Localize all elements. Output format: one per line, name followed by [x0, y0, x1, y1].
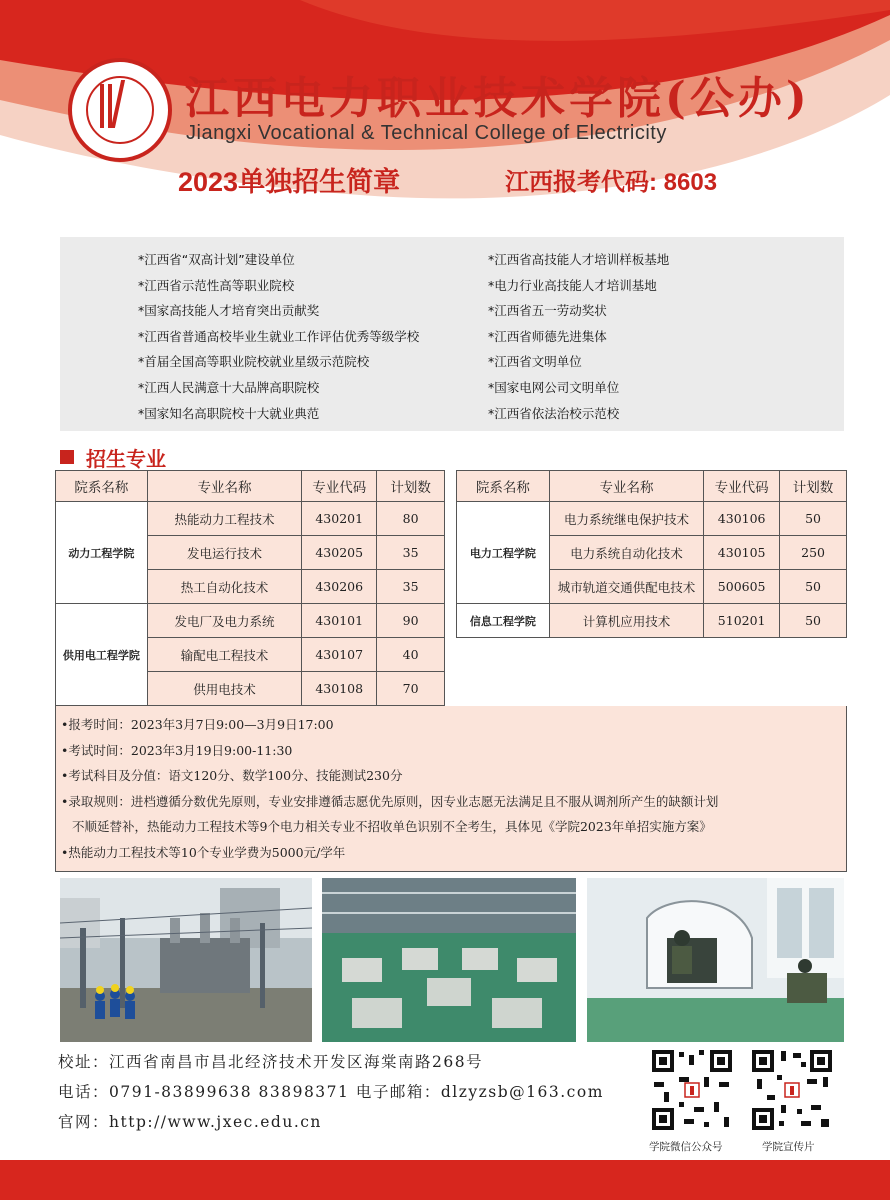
quota-cell: 90 — [377, 604, 445, 638]
quota-cell: 50 — [780, 502, 847, 536]
quota-cell: 50 — [780, 604, 847, 638]
code-cell: 430101 — [302, 604, 377, 638]
honor-item: *江西省示范性高等职业院校 — [138, 277, 295, 293]
honor-item: *首届全国高等职业院校就业星级示范院校 — [138, 354, 370, 370]
section-title: 招生专业 — [60, 444, 166, 470]
major-cell: 电力系统自动化技术 — [549, 536, 704, 570]
note-line: 不顺延替补，热能动力工程技术等9个电力相关专业不招收单色识别不全考生，具体见《学院2023年单招实施方案》 — [72, 819, 712, 834]
major-cell: 输配电工程技术 — [147, 638, 302, 672]
address-text: 校址：江西省南昌市昌北经济技术开发区海棠南路268号 — [58, 1053, 484, 1071]
quota-cell: 250 — [780, 536, 847, 570]
code-cell: 430108 — [302, 672, 377, 706]
honor-item: *江西省师德先进集体 — [488, 328, 607, 344]
wechat-qr-code[interactable] — [649, 1047, 735, 1133]
header-banner — [0, 0, 890, 215]
honor-item: *江西省“双高计划”建设单位 — [138, 252, 295, 267]
dept-cell: 动力工程学院 — [56, 502, 148, 604]
college-name-cn: 江西电力职业技术学院(公办) — [185, 73, 811, 124]
exam-code: 江西报考代码: 8603 — [505, 169, 718, 196]
note-line: •热能动力工程技术等10个专业学费为5000元/学年 — [61, 844, 346, 860]
note-line: •报考时间：2023年3月7日9:00—3月9日17:00 — [61, 717, 334, 732]
major-cell: 电力系统继电保护技术 — [549, 502, 704, 536]
major-cell: 城市轨道交通供配电技术 — [549, 570, 704, 604]
major-cell: 发电厂及电力系统 — [147, 604, 302, 638]
table-row — [56, 502, 445, 536]
code-cell: 430106 — [704, 502, 780, 536]
honors-list-left — [138, 247, 419, 426]
header-major: 专业名称 — [549, 471, 704, 502]
code-cell: 430206 — [302, 570, 377, 604]
note-line: •考试科目及分值：语文120分、数学100分、技能测试230分 — [61, 768, 403, 783]
quota-cell: 50 — [780, 570, 847, 604]
honor-item: *国家电网公司文明单位 — [488, 379, 620, 395]
major-cell: 热能动力工程技术 — [147, 502, 302, 536]
training-lab-photo — [322, 878, 576, 1042]
website-text: 官网：http://www.jxec.edu.cn — [58, 1113, 322, 1131]
table-row — [457, 502, 847, 536]
header-quota: 计划数 — [377, 471, 445, 502]
table-header-row — [56, 471, 445, 502]
dept-cell: 供用电工程学院 — [56, 604, 148, 706]
phone-email-text: 电话：0791-83899638 83898371 电子邮箱：dlzyzsb@163.com — [58, 1083, 604, 1101]
college-name-en: Jiangxi Vocational & Technical College of Electricity — [186, 122, 667, 144]
majors-table-left — [55, 470, 445, 706]
major-cell: 发电运行技术 — [147, 536, 302, 570]
note-line: •考试时间：2023年3月19日9:00-11:30 — [61, 742, 293, 758]
note-line: •录取规则：进档遵循分数优先原则，专业安排遵循志愿优先原则，因专业志愿无法满足且不服从调剂所产生的缺额计划 — [61, 793, 719, 809]
admission-notes — [55, 706, 847, 872]
dept-cell: 信息工程学院 — [457, 604, 550, 638]
table-divider — [445, 470, 456, 706]
code-cell: 430201 — [302, 502, 377, 536]
honor-item: *江西人民满意十大品牌高职院校 — [138, 379, 320, 395]
honor-item: *电力行业高技能人才培训基地 — [488, 277, 657, 293]
qr-label-wechat: 学院微信公众号 — [649, 1141, 723, 1153]
code-cell: 500605 — [704, 570, 780, 604]
quota-cell: 35 — [377, 570, 445, 604]
table-row — [56, 604, 445, 638]
header-dept: 院系名称 — [457, 471, 550, 502]
dept-cell: 电力工程学院 — [457, 502, 550, 604]
honor-item: *国家知名高职院校十大就业典范 — [138, 405, 320, 421]
footer-bar — [0, 1160, 890, 1200]
honors-list-right — [488, 247, 669, 426]
honor-item: *江西省五一劳动奖状 — [488, 303, 607, 319]
simulation-training-photo — [587, 878, 844, 1042]
promo-video-qr-code[interactable] — [749, 1047, 835, 1133]
honors-panel — [60, 237, 844, 431]
major-cell: 供用电技术 — [147, 672, 302, 706]
header-dept: 院系名称 — [56, 471, 148, 502]
code-cell: 510201 — [704, 604, 780, 638]
brochure-title: 2023单独招生简章 — [178, 167, 401, 197]
header-code: 专业代码 — [302, 471, 377, 502]
header-code: 专业代码 — [704, 471, 780, 502]
honor-item: *江西省普通高校毕业生就业工作评估优秀等级学校 — [138, 328, 420, 344]
majors-table-right — [456, 470, 847, 638]
honor-item: *国家高技能人才培育突出贡献奖 — [138, 303, 320, 319]
quota-cell: 40 — [377, 638, 445, 672]
quota-cell: 35 — [377, 536, 445, 570]
quota-cell: 80 — [377, 502, 445, 536]
major-cell: 计算机应用技术 — [549, 604, 704, 638]
code-cell: 430107 — [302, 638, 377, 672]
honor-item: *江西省高技能人才培训样板基地 — [488, 252, 670, 267]
qr-label-video: 学院宣传片 — [762, 1141, 815, 1153]
college-logo — [68, 58, 172, 162]
honor-item: *江西省文明单位 — [488, 354, 582, 370]
square-bullet-icon — [60, 450, 74, 464]
quota-cell: 70 — [377, 672, 445, 706]
major-cell: 热工自动化技术 — [147, 570, 302, 604]
honor-item: *江西省依法治校示范校 — [488, 405, 620, 421]
code-cell: 430205 — [302, 536, 377, 570]
header-major: 专业名称 — [147, 471, 302, 502]
substation-photo — [60, 878, 312, 1042]
table-header-row — [457, 471, 847, 502]
code-cell: 430105 — [704, 536, 780, 570]
header-quota: 计划数 — [780, 471, 847, 502]
